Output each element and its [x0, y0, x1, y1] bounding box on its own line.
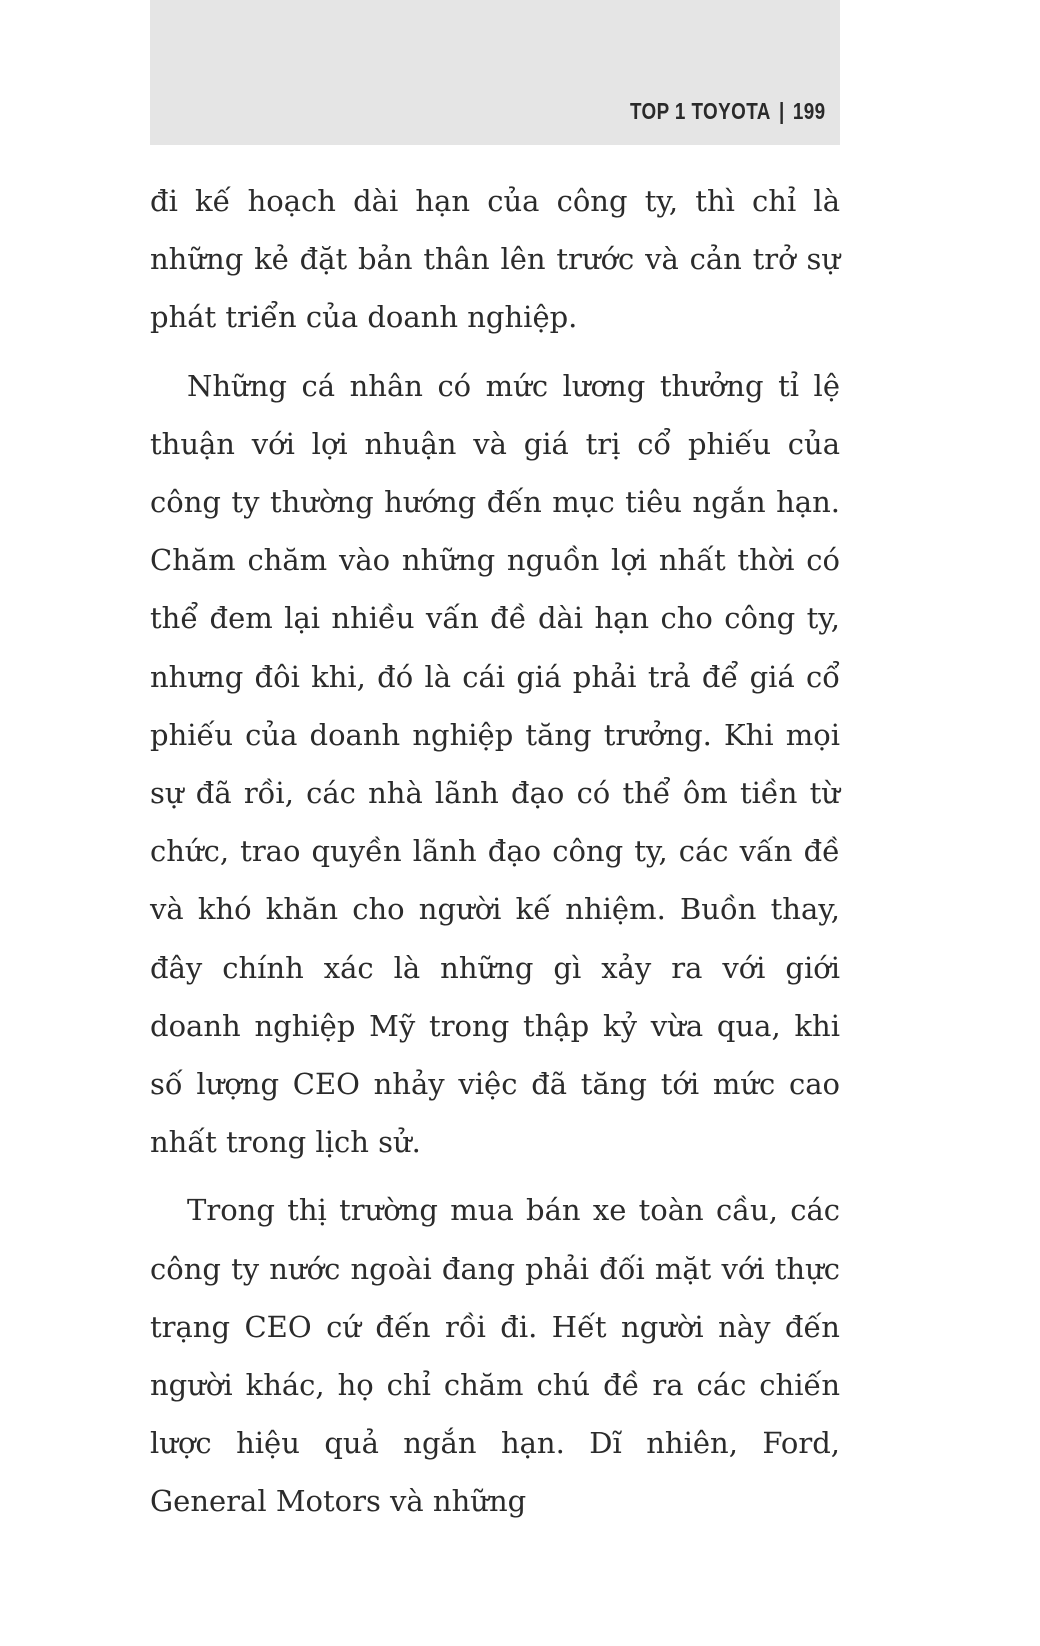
paragraph: Trong thị trường mua bán xe toàn cầu, các công ty nước ngoài đang phải đối mặt với thực trạng CEO cứ đến rồi đi. Hết người này đến người khác, họ chỉ chăm chú đề ra các chiến lược hiệu quả ngắn hạn. Dĩ nhiên, Ford, General Motors và những [150, 1193, 840, 1519]
page-number: 199 [793, 98, 826, 124]
page-body [150, 172, 840, 1531]
paragraph-continuation: đi kế hoạch dài hạn của công ty, thì chỉ là những kẻ đặt bản thân lên trước và cản trở sự phát triển của doanh nghiệp. [150, 184, 840, 335]
book-title: TOP 1 TOYOTA [630, 98, 772, 124]
page-header [150, 0, 840, 145]
header-separator: | [779, 98, 786, 124]
paragraph: Những cá nhân có mức lương thưởng tỉ lệ thuận với lợi nhuận và giá trị cổ phiếu của công ty thường hướng đến mục tiêu ngắn hạn. Chăm chăm vào những nguồn lợi nhất thời có thể đem lại nhiều vấn đề dài hạn cho công ty, nhưng đôi khi, đó là cái giá phải trả để giá cổ phiếu của doanh nghiệp tăng trưởng. Khi mọi sự đã rồi, các nhà lãnh đạo có thể ôm tiền từ chức, trao quyền lãnh đạo công ty, các vấn đề và khó khăn cho người kế nhiệm. Buồn thay, đây chính xác là những gì xảy ra với giới doanh nghiệp Mỹ trong thập kỷ vừa qua, khi số lượng CEO nhảy việc đã tăng tới mức cao nhất trong lịch sử. [150, 368, 840, 1160]
running-head [630, 98, 826, 125]
